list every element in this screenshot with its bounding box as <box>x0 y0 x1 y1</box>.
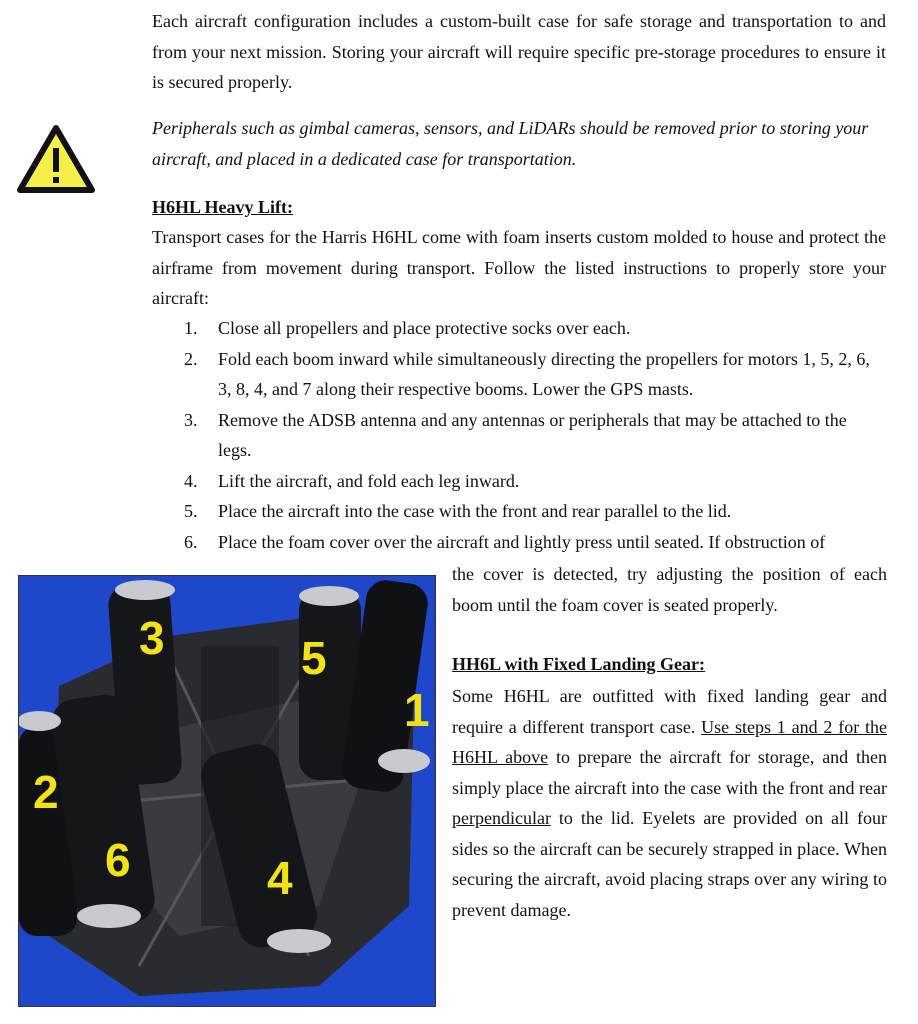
step-item: 5. Place the aircraft into the case with the front and rear parallel to the lid. <box>184 501 732 521</box>
step-item: 1. Close all propellers and place protective socks over each. <box>184 318 631 338</box>
motor-5-label: 5 <box>301 632 327 684</box>
aircraft-in-case-photo <box>18 575 436 1007</box>
h6hl-steps-list <box>152 313 882 557</box>
hh6l-paragraph: Some H6HL are outfitted with fixed landing gear and require a different transport case. Use steps 1 and 2 for the H6HL above to prepare the aircraft for storage, and then simply place the aircraft into the case with the front and rear perpendicular to the lid. Eyelets are provided on all four sides so the aircraft can be securely strapped in place. When securing the aircraft, avoid placing straps over any wiring to prevent damage. <box>452 686 887 920</box>
perpendicular-emphasis: perpendicular <box>452 808 551 828</box>
motor-6-label: 6 <box>105 834 131 886</box>
motor-4-label: 4 <box>267 852 293 904</box>
motor-2-label: 2 <box>33 766 59 818</box>
h6hl-paragraph: Transport cases for the Harris H6HL come with foam inserts custom molded to house and protect the airframe from movement during transport. Follow the listed instructions to properly store your aircraft: <box>152 227 886 308</box>
step-item: 3. Remove the ADSB antenna and any antennas or peripherals that may be attached to the legs. <box>184 409 847 460</box>
motor-3-label: 3 <box>139 612 165 664</box>
step-item: 2. Fold each boom inward while simultaneously directing the propellers for motors 1, 5, 2, 6, 3, 8, 4, and 7 along their respective booms. Lower the GPS masts. <box>184 348 870 399</box>
intro-paragraph: Each aircraft configuration includes a custom-built case for safe storage and transportation to and from your next mission. Storing your aircraft will require specific pre-storage procedures to ensure it is secured properly. <box>152 11 886 92</box>
h6hl-heading: H6HL Heavy Lift: <box>152 197 293 217</box>
hh6l-heading: HH6L with Fixed Landing Gear: <box>452 654 706 674</box>
warning-text: Peripherals such as gimbal cameras, sensors, and LiDARs should be removed prior to storing your aircraft, and placed in a dedicated case for transportation. <box>152 118 869 169</box>
motor-1-label: 1 <box>404 684 430 736</box>
step-item: 4. Lift the aircraft, and fold each leg inward. <box>184 470 520 491</box>
step-item: 6. Place the foam cover over the aircraft and lightly press until seated. If obstruction of <box>184 531 826 552</box>
steps-reference-link: Use steps 1 and 2 for the H6HL above <box>452 716 887 767</box>
step-6-continuation: the cover is detected, try adjusting the position of each boom until the foam cover is seated properly. <box>452 564 887 615</box>
warning-triangle-icon <box>16 124 96 194</box>
